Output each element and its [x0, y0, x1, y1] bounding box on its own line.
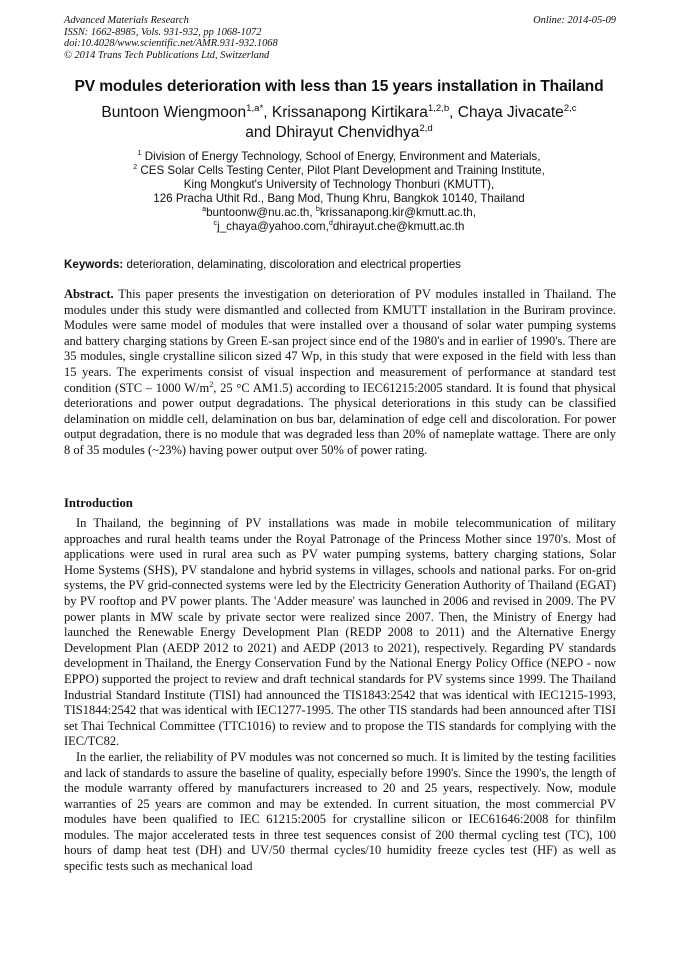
author-name: Buntoon Wiengmoon — [101, 104, 247, 121]
email-c: j_chaya@yahoo.com, — [217, 219, 329, 233]
paragraph: In Thailand, the beginning of PV installations was made in mobile telecommunication of military approaches and rural health teams under the Royal Patronage of the Princess Mother since 1970's. Most of applications were used in rural area such as PV water pumping systems, battery charging stations, Solar Home Systems (SHS), PV standalone and hybrid systems in villages, schools and national parks. For on-grid systems, the PV grid-connected systems were led by the Electricity Generation Authority of Thailand (EGAT) by PV rooftop and PV power plants. The 'Adder measure' was launched in 2006 and revised in 2009. The PV power plants in MW scale by private sector were realized since 2007. Then, the Ministry of Energy had launched the Renewable Energy Development Plan (REDP 2008 to 2011) and the Alternative Energy Development Plan (AEDP 2012 to 2021) and AEDP (2013 to 2021), respectively. Regarding PV standards development in Thailand, the Energy Conservation Fund by the National Energy Policy Office (NEPO - now EPPO) supported the project to review and draft technical standards for PV systems since 1999. The Thailand Industrial Standard Institute (TISI) had announced the TIS1843:2542 that was identical with IEC1215-1993, TIS1844:2542 that was identical with IEC1277-1995. The other TIS standards had been announced after TISI set Thai Technical Committee (TTC1016) to review and to propose the TIS standards for complying with the IEC/TC82. — [64, 516, 616, 749]
author-separator: , — [263, 104, 272, 121]
introduction-body — [64, 516, 616, 875]
abstract-label: Abstract. — [64, 287, 114, 301]
affiliation-4: 126 Pracha Uthit Rd., Bang Mod, Thung Khru, Bangkok 10140, Thailand — [153, 191, 525, 205]
copyright-line: © 2014 Trans Tech Publications Ltd, Switzerland — [64, 49, 270, 61]
author-sup: 2,d — [419, 122, 433, 134]
author-and: and — [245, 124, 276, 141]
author-name: Chaya Jivacate — [457, 104, 564, 121]
affiliation-3: King Mongkut's University of Technology Thonburi (KMUTT), — [183, 177, 495, 191]
section-heading-introduction: Introduction — [64, 496, 133, 510]
paper-title: PV modules deterioration with less than 15 years installation in Thailand — [74, 78, 604, 95]
paragraph: In the earlier, the reliability of PV modules was not concerned so much. It is limited by the testing facilities and lack of standards to assure the baseline of quality, especially before 1990's. Since the 1990's, the length of the module warranty offered by manufacturers increased to 20 and 25 years, respectively. Now, module warranties of 25 years are common and may be extended. In current situation, the most commercial PV modules have been qualified to IEC 61215:2005 for crystalline silicon or IEC61646:2008 for thinfilm modules. The major accelerated tests in three test sequences consist of 200 thermal cycling test (TC), 100 hours of damp heat test (DH) and UV/50 thermal cycles/10 humidity freeze cycles test (HF) as well as specific tests such as mechanical load — [64, 749, 616, 874]
email-a: buntoonw@nu.ac.th, — [206, 205, 316, 219]
author-list — [40, 103, 638, 143]
affiliation-2: $^2$ CES Solar Cells Testing Center, Pilot Plant Development and Training Institute, — [133, 162, 545, 177]
journal-name: Advanced Materials Research — [64, 15, 189, 26]
email-line-2: $^c$j_chaya@yahoo.com,$^d$dhirayut.che@kmutt.ac.th — [213, 217, 465, 233]
affiliation-1: $^1$ Division of Energy Technology, School of Energy, Environment and Materials, — [137, 148, 541, 163]
email-b: krissanapong.kir@kmutt.ac.th, — [319, 205, 476, 219]
author-sup: 2,c — [563, 102, 577, 114]
keywords — [64, 258, 616, 271]
online-date: Online: 2014-05-09 — [533, 15, 616, 26]
author-name: Dhirayut Chenvidhya — [275, 124, 420, 141]
email-d: dhirayut.che@kmutt.ac.th — [332, 219, 465, 233]
journal-header — [64, 15, 616, 61]
author-sup: 1,2,b — [427, 102, 450, 114]
author-name: Krissanapong Kirtikara — [271, 104, 428, 121]
email-line-1: $^a$buntoonw@nu.ac.th, $^b$krissanapong.kir@kmutt.ac.th, — [202, 203, 476, 219]
author-sup: 1,a* — [246, 102, 264, 114]
abstract: Abstract. This paper presents the investigation on deterioration of PV modules installed in Thailand. The modules under this study were dismantled and collected from KMUTT installation in the Buriram province. Modules were same model of modules that were installed over a thousand of solar water pumping systems and battery charging stations by Green E-san project since end of the 1980's and in earlier of 1990's. There are 35 modules, single crystalline silicon sized 47 Wp, in this study that were exposed in the field with less than 15 years. The experiments consist of visual inspection and measurement of performance at standard test condition (STC – 1000 $W/m^2$, 25 °C AM1.5) according to IEC61215:2005 standard. It is found that physical deteriorations and power output degradations. The physical deteriorations in this study can be classified delamination on middle cell, delamination on bus bar, delamination of edge cell and discoloration. For power output degradation, there is no module that was degraded less than 20% of nameplate wattage. There are only 8 of 35 modules (~23%) having power output over 50% of power rating. — [64, 287, 616, 457]
keywords-label: Keywords: — [64, 258, 124, 271]
doi-line: doi:10.4028/www.scientific.net/AMR.931-932.1068 — [64, 38, 278, 50]
author-separator: , — [449, 104, 458, 121]
issn-line: ISSN: 1662-8985, Vols. 931-932, pp 1068-1072 — [64, 26, 262, 38]
affiliations — [40, 150, 638, 233]
keywords-text: deterioration, delaminating, discoloration and electrical properties — [123, 258, 461, 271]
